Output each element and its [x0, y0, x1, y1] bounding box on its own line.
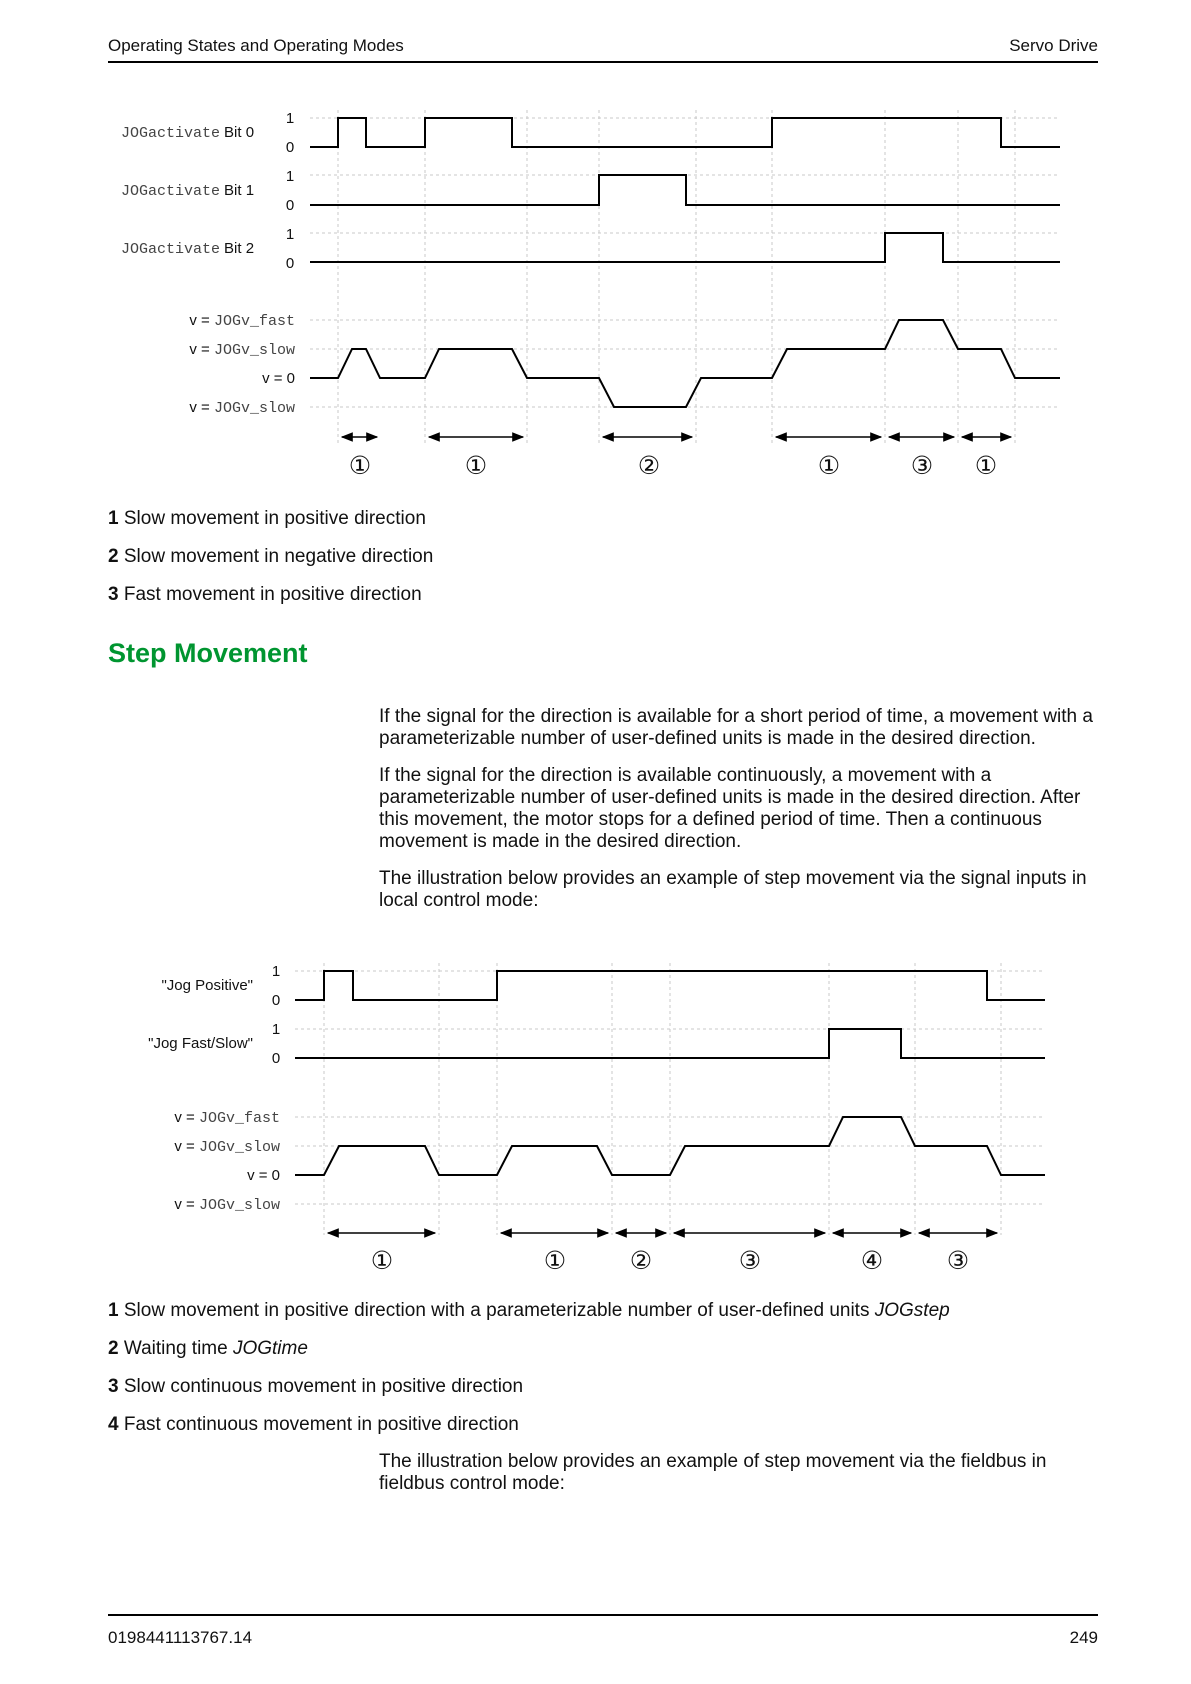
- header-rule: [108, 61, 1098, 63]
- paragraph: If the signal for the direction is available continuously, a movement with a parameterizable number of user-defined units is made in the desired direction. After this movement, the motor stops for a defined period of time. Then a continuous movement is made in the desired direction.: [379, 765, 1081, 852]
- guide-lines: [295, 963, 1045, 1235]
- velocity-label-zero: v = 0: [247, 1167, 280, 1184]
- legend-list-1: [108, 507, 433, 621]
- phase-number: ①: [543, 1247, 567, 1275]
- level-low-jog-positive: 0: [271, 992, 281, 1009]
- velocity-label-slow-negative: v = JOGv_slow: [189, 399, 295, 417]
- velocity-profile-1: [310, 320, 1060, 407]
- level-high-bit0: 1: [285, 110, 295, 127]
- body-text-closing: [379, 1451, 1099, 1510]
- phase-number: ②: [637, 452, 661, 480]
- phase-number: ①: [464, 452, 488, 480]
- waveform-bit0: [310, 118, 1060, 147]
- legend-item: 2 Slow movement in negative direction: [108, 546, 434, 567]
- velocity-label-slow: v = JOGv_slow: [174, 1138, 280, 1156]
- signal-label-bit2: JOGactivate Bit 2: [121, 240, 255, 258]
- legend-list-2: [108, 1299, 950, 1451]
- footer-rule: [108, 1614, 1098, 1616]
- signal-label-jog-fast-slow: "Jog Fast/Slow": [148, 1035, 253, 1052]
- legend-item: 1 Slow movement in positive direction with a parameterizable number of user-defined units JOGstep: [108, 1300, 950, 1321]
- signal-label-bit1: JOGactivate Bit 1: [121, 182, 255, 200]
- velocity-label-fast: v = JOGv_fast: [189, 312, 295, 330]
- level-low-jog-fast-slow: 0: [271, 1050, 281, 1067]
- step-movement-timing-diagram: [0, 955, 1191, 1275]
- level-high-bit1: 1: [285, 168, 295, 185]
- velocity-label-zero: v = 0: [262, 370, 295, 387]
- signal-label-bit0: JOGactivate Bit 0: [121, 124, 255, 142]
- body-text: [379, 706, 1099, 927]
- running-header-title: Operating States and Operating Modes: [108, 36, 404, 55]
- jog-activate-timing-diagram: [0, 100, 1191, 480]
- running-header-product: Servo Drive: [1009, 36, 1098, 55]
- section-heading: Step Movement: [108, 638, 308, 668]
- level-low-bit1: 0: [285, 197, 295, 214]
- phase-number: ①: [370, 1247, 394, 1275]
- level-high-bit2: 1: [285, 226, 295, 243]
- legend-item: 3 Fast movement in positive direction: [108, 584, 422, 605]
- velocity-label-slow: v = JOGv_slow: [189, 341, 295, 359]
- level-high-jog-fast-slow: 1: [271, 1021, 281, 1038]
- legend-item: 2 Waiting time JOGtime: [108, 1338, 308, 1359]
- phase-number: ③: [910, 452, 934, 480]
- phase-number: ②: [629, 1247, 653, 1275]
- waveform-bit1: [310, 175, 1060, 205]
- paragraph: The illustration below provides an example of step movement via the signal inputs in local control mode:: [379, 868, 1087, 911]
- velocity-label-fast: v = JOGv_fast: [174, 1109, 280, 1127]
- legend-item: 4 Fast continuous movement in positive direction: [108, 1414, 519, 1435]
- phase-number: ①: [974, 452, 998, 480]
- paragraph: If the signal for the direction is available for a short period of time, a movement with a parameterizable number of user-defined units is made in the desired direction.: [379, 706, 1093, 749]
- legend-item: 1 Slow movement in positive direction: [108, 508, 426, 529]
- signal-label-jog-positive: "Jog Positive": [161, 977, 253, 994]
- page-number: 249: [1069, 1628, 1098, 1647]
- velocity-label-slow-negative: v = JOGv_slow: [174, 1196, 280, 1214]
- waveform-bit2: [310, 233, 1060, 262]
- phase-number: ①: [817, 452, 841, 480]
- guide-lines: [310, 110, 1060, 445]
- paragraph: The illustration below provides an example of step movement via the fieldbus in fieldbus control mode:: [379, 1451, 1047, 1494]
- document-number: 0198441113767.14: [108, 1628, 253, 1647]
- level-low-bit2: 0: [285, 255, 295, 272]
- level-low-bit0: 0: [285, 139, 295, 156]
- phase-number: ①: [348, 452, 372, 480]
- legend-item: 3 Slow continuous movement in positive direction: [108, 1376, 524, 1397]
- phase-number: ③: [738, 1247, 762, 1275]
- level-high-jog-positive: 1: [271, 963, 281, 980]
- phase-number: ④: [860, 1247, 884, 1275]
- phase-number: ③: [946, 1247, 970, 1275]
